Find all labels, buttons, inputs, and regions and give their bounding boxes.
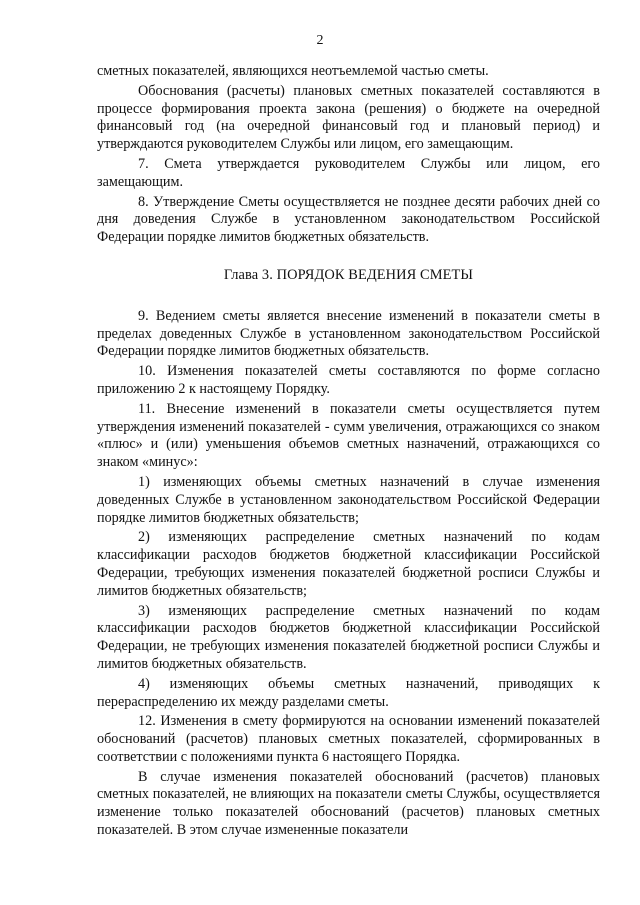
list-item: 2) изменяющих распределение сметных назначений по кодам классификации расходов бюджетов бюджетной классификации Российской Федерации, требующих изменения показателей бюджетной росписи Службы и лимитов бюджетных обязательств; bbox=[97, 529, 600, 599]
list-item: 1) изменяющих объемы сметных назначений в случае изменения доведенных Службе в установленном законодательством Российской Федерации порядке лимитов бюджетных обязательств; bbox=[97, 473, 600, 526]
paragraph: сметных показателей, являющихся неотъемлемой частью сметы. bbox=[97, 63, 489, 79]
list-item: 3) изменяющих распределение сметных назначений по кодам классификации расходов бюджетов бюджетной классификации Российской Федерации, не требующих изменения показателей бюджетной росписи Службы и лимитов бюджетных обязательств. bbox=[97, 602, 600, 672]
page-number: 2 bbox=[316, 33, 324, 48]
document-body bbox=[97, 63, 600, 842]
paragraph: 10. Изменения показателей сметы составляются по форме согласно приложению 2 к настоящему Порядку. bbox=[97, 363, 600, 397]
chapter-heading: Глава 3. ПОРЯДОК ВЕДЕНИЯ СМЕТЫ bbox=[223, 266, 474, 283]
list-item: 4) изменяющих объемы сметных назначений, приводящих к перераспределению их между разделами сметы. bbox=[97, 675, 600, 710]
paragraph: 8. Утверждение Сметы осуществляется не позднее десяти рабочих дней со дня доведения Службе в установленном законодательством Российской Федерации порядке лимитов бюджетных обязательств. bbox=[97, 193, 600, 246]
paragraph: 11. Внесение изменений в показатели сметы осуществляется путем утверждения изменений показателей - сумм увеличения, отражающихся со знаком «плюс» и (или) уменьшения объемов сметных назначений, отражающихся со знаком «минус»: bbox=[97, 400, 600, 471]
paragraph: 9. Ведением сметы является внесение изменений в показатели сметы в пределах доведенных Службе в установленном законодательством Российской Федерации порядке лимитов бюджетных обязательств. bbox=[97, 307, 600, 360]
paragraph: Обоснования (расчеты) плановых сметных показателей составляются в процессе формирования проекта закона (решения) о бюджете на очередной финансовый год (на очередной финансовый год и плановый период) и утверждаются руководителем Службы или лицом, его замещающим. bbox=[97, 82, 600, 153]
paragraph: В случае изменения показателей обоснований (расчетов) плановых сметных показателей, не влияющих на показатели сметы Службы, осуществляется изменение только показателей обоснований (расчетов) плановых сметных показателей. В этом случае измененные показатели bbox=[97, 768, 600, 839]
paragraph: 12. Изменения в смету формируются на основании изменений показателей обоснований (расчетов) плановых сметных показателей, сформированных в соответствии с положениями пункта 6 настоящего Порядка. bbox=[97, 713, 600, 765]
paragraph: 7. Смета утверждается руководителем Службы или лицом, его замещающим. bbox=[97, 155, 600, 190]
